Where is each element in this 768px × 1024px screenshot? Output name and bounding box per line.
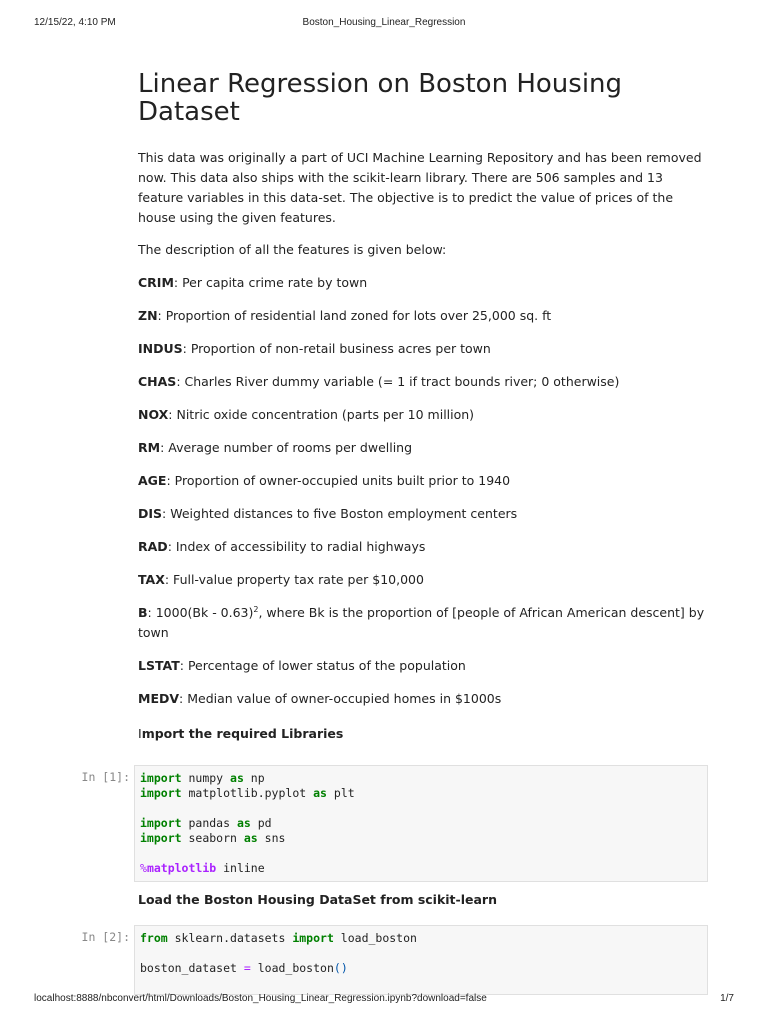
- feature-desc: : Nitric oxide concentration (parts per 10 million): [168, 407, 475, 422]
- print-footer: [0, 993, 768, 1007]
- cell-prompt: In [1]:: [81, 770, 130, 784]
- keyword: as: [230, 771, 244, 785]
- keyword: import: [140, 786, 182, 800]
- code-line: [140, 816, 707, 831]
- feature-desc: : Index of accessibility to radial highways: [167, 539, 426, 554]
- code-text: numpy: [181, 771, 231, 785]
- code-line-blank: [140, 846, 707, 861]
- feature-name: LSTAT: [138, 658, 180, 673]
- feature-age: [138, 471, 710, 491]
- code-text: inline: [216, 861, 265, 875]
- page-title: Linear Regression on Boston Housing Dataset: [138, 69, 623, 127]
- feature-name: TAX: [138, 572, 165, 587]
- keyword: import: [140, 831, 182, 845]
- feature-medv: [138, 689, 710, 709]
- feature-rad: [138, 537, 710, 557]
- code-text: plt: [326, 786, 355, 800]
- feature-desc: : 1000(Bk - 0.63): [147, 605, 254, 620]
- keyword: import: [140, 771, 182, 785]
- feature-name: CHAS: [138, 374, 177, 389]
- feature-desc: : Charles River dummy variable (= 1 if tract bounds river; 0 otherwise): [176, 374, 620, 389]
- keyword: import: [292, 931, 334, 945]
- code-line: [140, 771, 707, 786]
- keyword: as: [243, 831, 258, 845]
- feature-desc: : Per capita crime rate by town: [173, 275, 368, 290]
- code-text: pd: [250, 816, 272, 830]
- feature-name: CRIM: [138, 275, 174, 290]
- code-text: boston_dataset: [140, 961, 244, 975]
- cell-prompt: In [2]:: [81, 930, 130, 944]
- section-load-heading: Load the Boston Housing DataSet from scikit-learn: [138, 892, 497, 907]
- code-line: [140, 786, 707, 801]
- section-heading-initial: I: [138, 726, 142, 741]
- feature-name: RAD: [138, 539, 168, 554]
- magic-prefix: %: [140, 861, 147, 875]
- feature-name: NOX: [138, 407, 169, 422]
- feature-dis: [138, 504, 710, 524]
- feature-nox: [138, 405, 710, 425]
- code-text: seaborn: [181, 831, 244, 845]
- feature-desc: : Proportion of owner-occupied units built prior to 1940: [166, 473, 511, 488]
- operator: =: [243, 961, 251, 975]
- keyword: import: [140, 816, 182, 830]
- code-text: sns: [257, 831, 286, 845]
- feature-b: [138, 603, 710, 643]
- section-heading-rest: mport the required Libraries: [141, 726, 344, 741]
- print-url: localhost:8888/nbconvert/html/Downloads/Boston_Housing_Linear_Regression.ipynb?download=false: [34, 993, 487, 1004]
- feature-rm: [138, 438, 710, 458]
- feature-desc: : Full-value property tax rate per $10,000: [164, 572, 424, 587]
- code-text: load_boston: [250, 961, 334, 975]
- code-text: matplotlib.pyplot: [181, 786, 314, 800]
- keyword: from: [140, 931, 168, 945]
- feature-desc: : Proportion of residential land zoned for lots over 25,000 sq. ft: [157, 308, 552, 323]
- code-text: sklearn.datasets: [167, 931, 293, 945]
- code-line-blank: [140, 801, 707, 816]
- feature-zn: [138, 306, 710, 326]
- print-header: [0, 17, 768, 31]
- feature-lstat: [138, 656, 710, 676]
- code-line: [140, 931, 707, 946]
- code-line: [140, 861, 707, 876]
- magic-command: matplotlib: [146, 861, 217, 875]
- feature-name: B: [138, 605, 148, 620]
- parentheses: (): [333, 961, 348, 975]
- code-text: np: [243, 771, 265, 785]
- code-line: [140, 961, 707, 976]
- code-line: [140, 831, 707, 846]
- feature-desc: : Weighted distances to five Boston employment centers: [162, 506, 518, 521]
- feature-desc: : Median value of owner-occupied homes in $1000s: [179, 691, 502, 706]
- keyword: as: [236, 816, 251, 830]
- code-line-blank: [140, 946, 707, 961]
- code-text: pandas: [181, 816, 237, 830]
- feature-desc-cont: , where Bk is the proportion of [people of African American descent] by town: [138, 605, 705, 640]
- feature-desc: : Average number of rooms per dwelling: [160, 440, 413, 455]
- feature-crim: [138, 273, 710, 293]
- feature-desc: : Proportion of non-retail business acres per town: [182, 341, 491, 356]
- feature-tax: [138, 570, 710, 590]
- feature-indus: [138, 339, 710, 359]
- superscript: 2: [253, 604, 259, 614]
- feature-name: DIS: [138, 506, 163, 521]
- code-editor[interactable]: [134, 765, 708, 882]
- section-import-heading: [138, 724, 710, 744]
- print-datetime: 12/15/22, 4:10 PM: [34, 17, 116, 28]
- feature-chas: [138, 372, 710, 392]
- feature-name: AGE: [138, 473, 167, 488]
- print-page-number: 1/7: [720, 993, 734, 1004]
- notebook-content: [138, 70, 710, 744]
- code-text: load_boston: [333, 931, 417, 945]
- intro-paragraph: This data was originally a part of UCI Machine Learning Repository and has been removed now. This data also ships with the scikit-learn library. There are 506 samples and 13 feature variables in this data-set. The objective is to predict the value of prices of the house using the given features.: [138, 150, 702, 225]
- feature-name: MEDV: [138, 691, 180, 706]
- features-heading: The description of all the features is given below:: [138, 242, 447, 257]
- feature-desc: : Percentage of lower status of the population: [179, 658, 466, 673]
- feature-name: INDUS: [138, 341, 183, 356]
- feature-name: ZN: [138, 308, 158, 323]
- keyword: as: [313, 786, 327, 800]
- print-doc-title: Boston_Housing_Linear_Regression: [302, 17, 466, 28]
- code-editor[interactable]: [134, 925, 708, 995]
- feature-name: RM: [138, 440, 161, 455]
